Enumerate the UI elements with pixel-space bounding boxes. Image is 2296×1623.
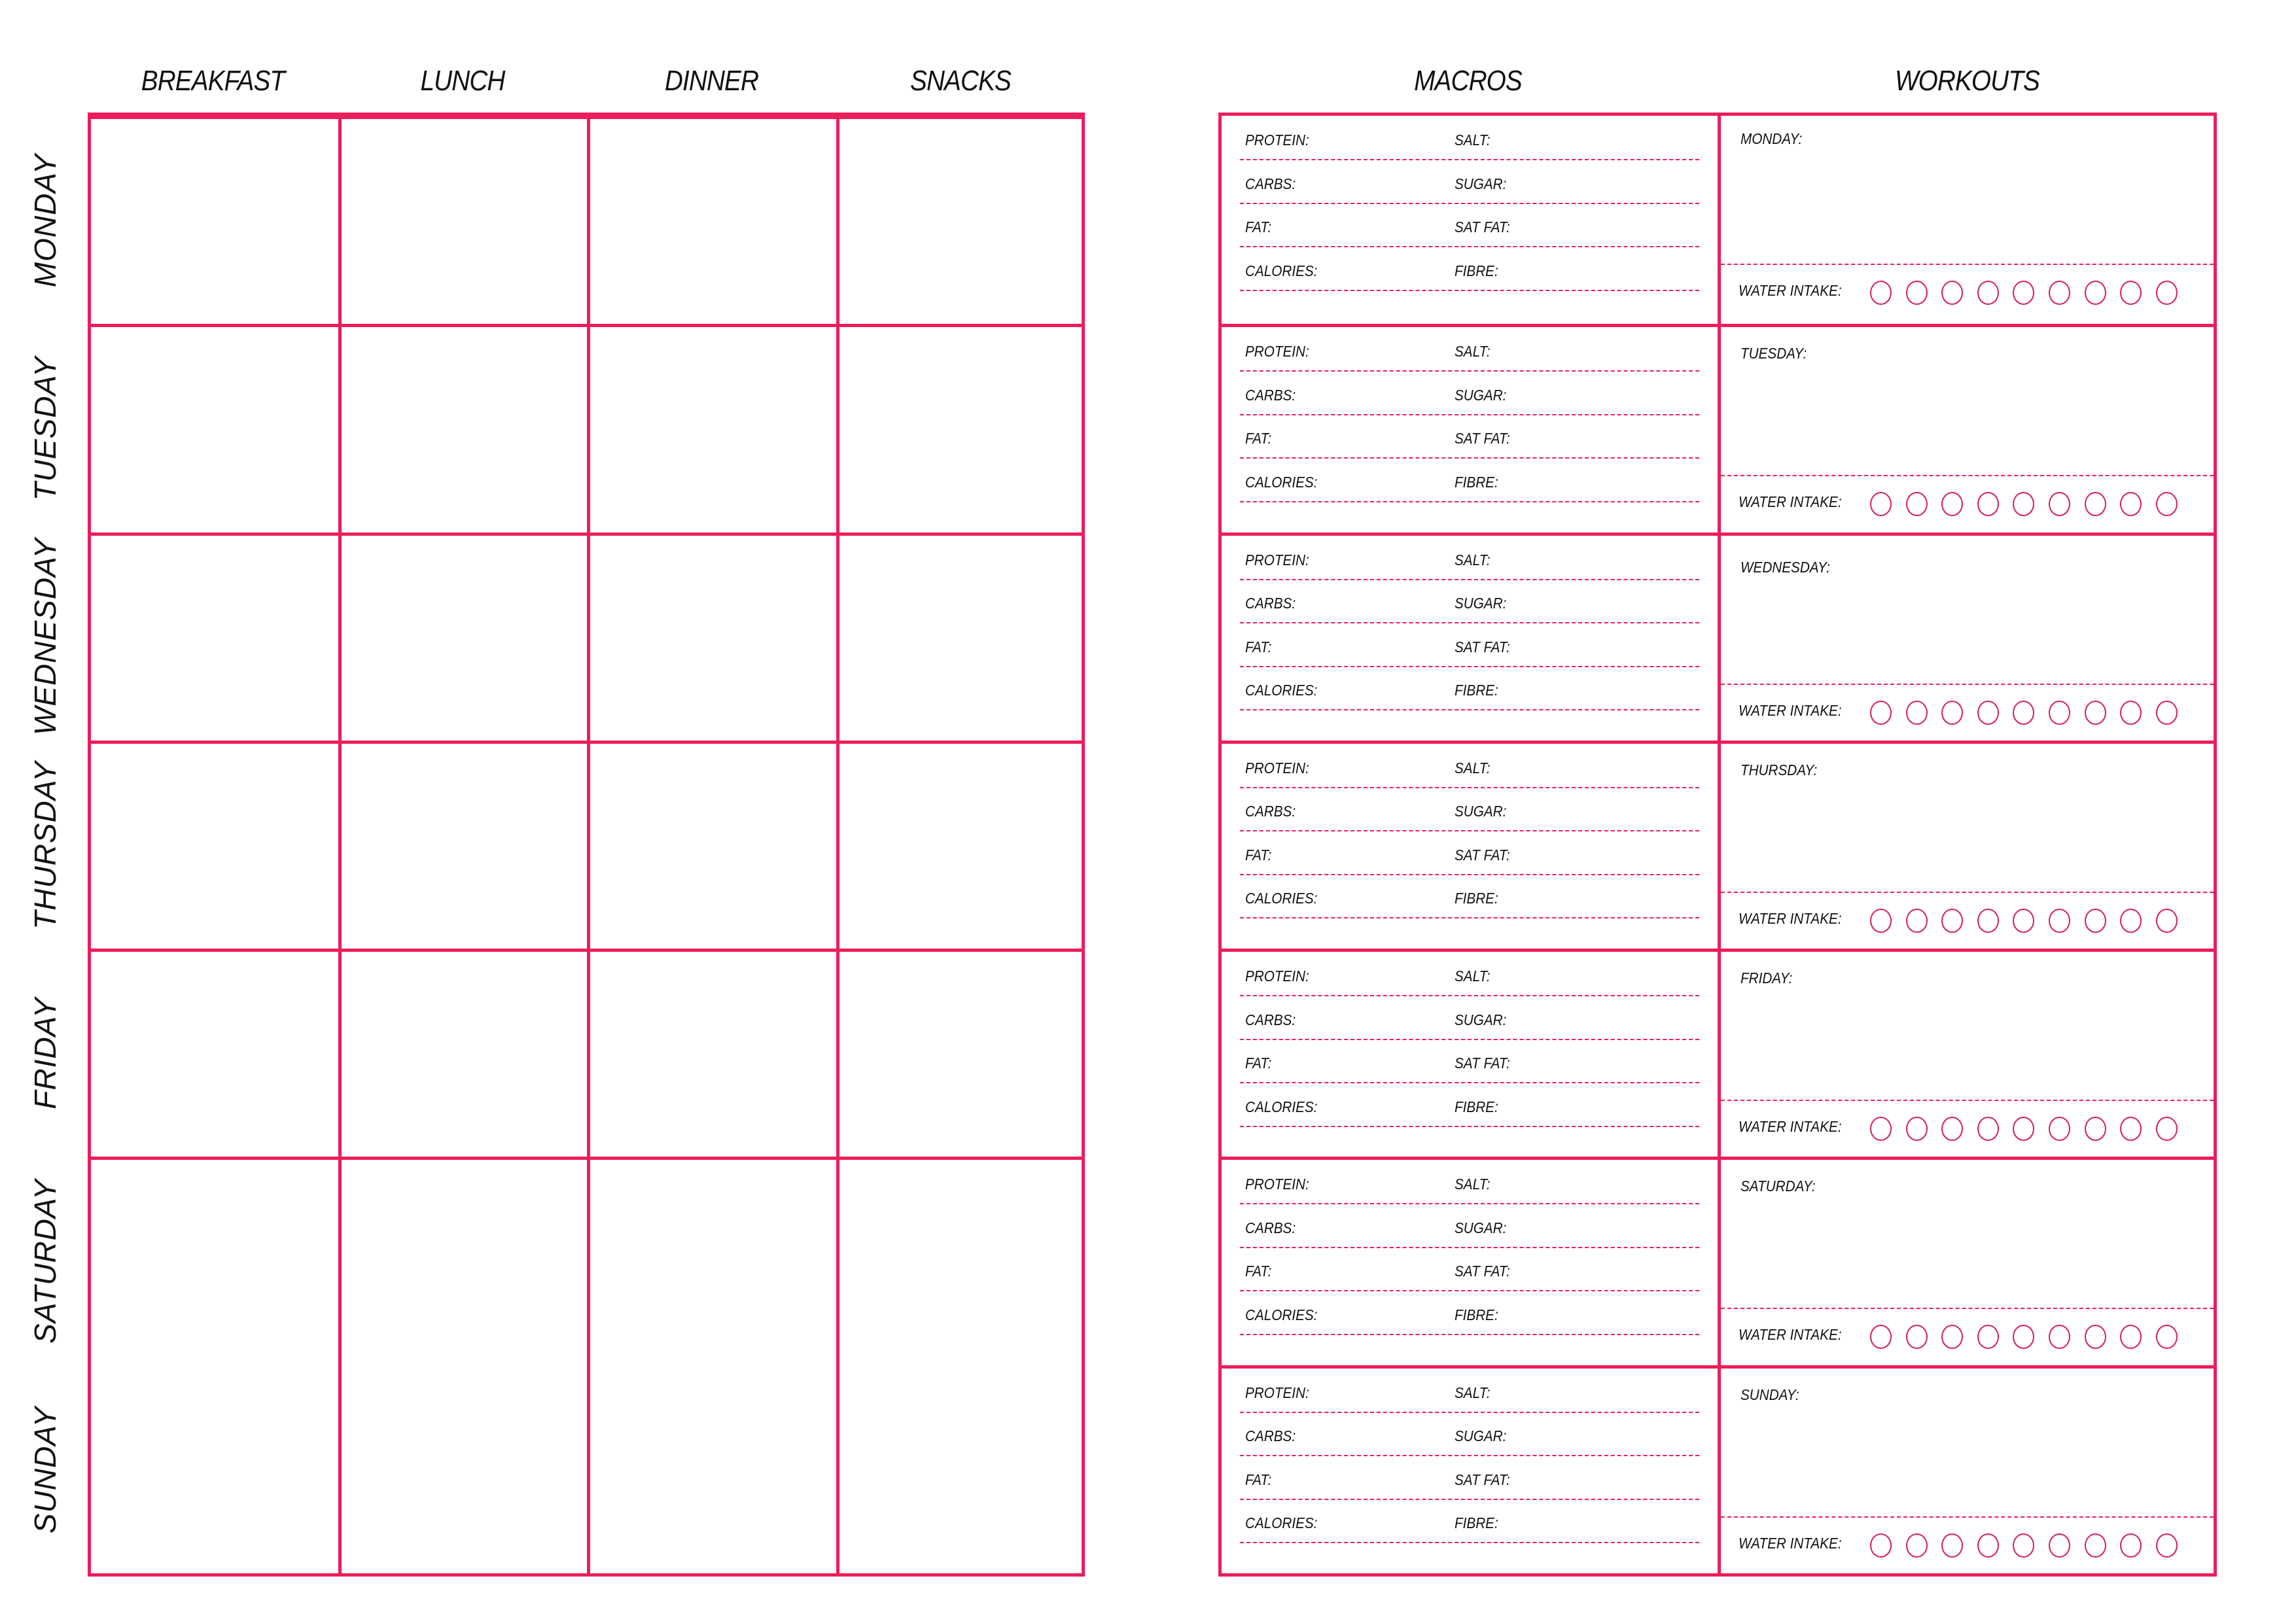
workout-day-label: WEDNESDAY:	[1740, 558, 1830, 576]
column-divider	[338, 116, 342, 1573]
macro-label-fat: FAT:	[1245, 218, 1272, 236]
water-glass-circle-icon[interactable]	[2049, 701, 2070, 725]
workout-divider-line	[1721, 684, 2214, 685]
meal-cell-saturday-breakfast[interactable]	[91, 1160, 335, 1366]
meal-cell-friday-snacks[interactable]	[839, 952, 1082, 1158]
meal-cell-tuesday-lunch[interactable]	[342, 327, 587, 533]
meal-cell-sunday-lunch[interactable]	[342, 1365, 587, 1575]
macros-workouts-panel	[1218, 113, 2217, 1577]
panel-row-friday	[1222, 949, 2214, 1157]
meal-row-monday	[91, 116, 1082, 325]
macro-entry-line[interactable]	[1240, 414, 1699, 415]
water-glass-circle-icon[interactable]	[2085, 1533, 2106, 1558]
column-divider	[836, 116, 839, 1573]
meal-row-thursday	[91, 741, 1082, 950]
water-glass-circle-icon[interactable]	[2120, 492, 2142, 516]
water-glass-circle-icon[interactable]	[1977, 1325, 1999, 1349]
macro-label-protein: PROTEIN:	[1245, 1176, 1309, 1193]
macro-entry-line[interactable]	[1240, 203, 1699, 204]
meal-cell-sunday-snacks[interactable]	[839, 1365, 1082, 1575]
workout-day-label: SATURDAY:	[1740, 1178, 1816, 1195]
macro-label-carbs: CARBS:	[1245, 175, 1296, 192]
workout-divider-line	[1721, 475, 2214, 476]
macro-label-carbs: CARBS:	[1245, 1219, 1296, 1236]
water-glass-circle-icon[interactable]	[2049, 281, 2070, 305]
water-glass-circle-icon[interactable]	[1906, 492, 1928, 516]
macro-label-salt: SALT:	[1455, 968, 1491, 985]
water-glass-circle-icon[interactable]	[2085, 701, 2106, 725]
macro-label-protein: PROTEIN:	[1245, 131, 1309, 148]
macro-label-calories: CALORIES:	[1245, 1514, 1318, 1532]
macro-entry-line[interactable]	[1240, 1039, 1699, 1040]
macro-label-carbs: CARBS:	[1245, 386, 1296, 404]
macro-label-salt: SALT:	[1455, 131, 1491, 148]
macro-label-protein: PROTEIN:	[1245, 551, 1309, 568]
workout-divider-line	[1721, 1100, 2214, 1101]
macro-label-carbs: CARBS:	[1245, 803, 1296, 820]
workout-divider-line	[1721, 264, 2214, 265]
water-intake-label: WATER INTAKE:	[1739, 493, 1842, 511]
day-label-sunday	[3, 1365, 88, 1575]
water-glass-circle-icon[interactable]	[1870, 1325, 1892, 1349]
workout-day-label: SUNDAY:	[1740, 1386, 1799, 1403]
water-glass-circle-icon[interactable]	[1906, 909, 1928, 933]
macro-label-sugar: SUGAR:	[1455, 1219, 1507, 1236]
day-label-wednesday	[3, 532, 88, 742]
water-glass-circle-icon[interactable]	[1906, 1117, 1928, 1141]
water-glass-circle-icon[interactable]	[2156, 492, 2178, 516]
macro-entry-line[interactable]	[1240, 622, 1699, 623]
meal-cell-saturday-lunch[interactable]	[342, 1160, 587, 1366]
macro-entry-line[interactable]	[1240, 1247, 1699, 1248]
day-label-text: TUESDAY	[28, 356, 62, 501]
macro-label-satfat: SAT FAT:	[1455, 1471, 1510, 1488]
macro-label-calories: CALORIES:	[1245, 890, 1318, 907]
macro-label-fibre: FIBRE:	[1455, 890, 1498, 907]
macro-label-fibre: FIBRE:	[1455, 473, 1498, 491]
water-glass-circle-icon[interactable]	[2085, 1325, 2106, 1349]
workout-divider-line	[1721, 1308, 2214, 1309]
macro-entry-line[interactable]	[1240, 1290, 1699, 1291]
water-glass-circle-icon[interactable]	[1870, 1117, 1892, 1141]
water-glass-circle-icon[interactable]	[1906, 1533, 1928, 1558]
day-label-text: MONDAY	[28, 153, 62, 288]
workout-notes-area[interactable]	[1721, 330, 2214, 475]
water-glass-circle-icon[interactable]	[2120, 701, 2142, 725]
workout-notes-area[interactable]	[1721, 747, 2214, 892]
workout-notes-area[interactable]	[1721, 955, 2214, 1100]
panel-row-saturday	[1222, 1157, 2214, 1365]
panel-row-sunday	[1222, 1365, 2214, 1573]
water-glass-circle-icon[interactable]	[1977, 281, 1999, 305]
macro-label-salt: SALT:	[1455, 759, 1491, 777]
water-glass-circle-icon[interactable]	[1906, 701, 1928, 725]
macro-label-carbs: CARBS:	[1245, 1427, 1296, 1445]
workout-day-label: THURSDAY:	[1740, 761, 1818, 778]
meal-cell-thursday-snacks[interactable]	[839, 744, 1082, 950]
water-glass-circle-icon[interactable]	[2120, 281, 2142, 305]
meal-cell-wednesday-snacks[interactable]	[839, 536, 1082, 742]
panel-row-monday	[1222, 116, 2214, 324]
macro-label-sugar: SUGAR:	[1455, 803, 1507, 820]
meal-grid	[88, 113, 1085, 1577]
macro-label-salt: SALT:	[1455, 1176, 1491, 1193]
macro-label-fat: FAT:	[1245, 1055, 1272, 1072]
meal-cell-tuesday-breakfast[interactable]	[91, 327, 335, 533]
water-glass-circle-icon[interactable]	[1941, 909, 1963, 933]
water-glass-circle-icon[interactable]	[2013, 909, 2034, 933]
macro-label-calories: CALORIES:	[1245, 1098, 1318, 1115]
workout-day-label: MONDAY:	[1740, 130, 1803, 147]
macro-label-sugar: SUGAR:	[1455, 1427, 1507, 1445]
meal-cell-thursday-dinner[interactable]	[590, 744, 836, 950]
water-glass-circle-icon[interactable]	[1906, 1325, 1928, 1349]
meal-row-friday	[91, 949, 1082, 1158]
water-glass-circle-icon[interactable]	[2085, 909, 2106, 933]
macro-label-fat: FAT:	[1245, 1263, 1272, 1280]
meal-row-wednesday	[91, 532, 1082, 742]
macro-label-satfat: SAT FAT:	[1455, 638, 1510, 655]
day-label-monday	[3, 116, 88, 325]
macro-entry-line[interactable]	[1240, 1334, 1699, 1335]
water-glass-circle-icon[interactable]	[2156, 1533, 2178, 1558]
macro-entry-line[interactable]	[1240, 1412, 1699, 1413]
macro-label-carbs: CARBS:	[1245, 595, 1296, 612]
water-glass-circle-icon[interactable]	[1977, 492, 1999, 516]
water-glass-circle-icon[interactable]	[2156, 909, 2178, 933]
macro-entry-line[interactable]	[1240, 917, 1699, 918]
macro-entry-line[interactable]	[1240, 666, 1699, 667]
workout-notes-area[interactable]	[1721, 116, 2214, 264]
water-glass-circle-icon[interactable]	[2049, 1117, 2070, 1141]
column-divider	[587, 116, 590, 1573]
meal-cell-wednesday-dinner[interactable]	[590, 536, 836, 742]
macro-label-fibre: FIBRE:	[1455, 682, 1498, 699]
water-glass-circle-icon[interactable]	[1977, 1117, 1999, 1141]
meal-cell-friday-dinner[interactable]	[590, 952, 836, 1158]
meal-cell-saturday-snacks[interactable]	[839, 1160, 1082, 1366]
day-label-text: SATURDAY	[28, 1179, 62, 1344]
macro-label-satfat: SAT FAT:	[1455, 218, 1510, 236]
macro-label-protein: PROTEIN:	[1245, 968, 1309, 985]
macro-label-salt: SALT:	[1455, 1384, 1491, 1401]
water-glass-circle-icon[interactable]	[1941, 1325, 1963, 1349]
water-glass-circle-icon[interactable]	[1977, 909, 1999, 933]
macro-entry-line[interactable]	[1240, 830, 1699, 831]
meal-row-tuesday	[91, 324, 1082, 533]
macro-label-salt: SALT:	[1455, 551, 1491, 568]
water-glass-circle-icon[interactable]	[2120, 1117, 2142, 1141]
meal-cell-thursday-lunch[interactable]	[342, 744, 587, 950]
macro-entry-line[interactable]	[1240, 995, 1699, 996]
meal-row-sunday	[91, 1365, 1082, 1575]
water-intake-label: WATER INTAKE:	[1739, 1326, 1842, 1344]
water-glass-circle-icon[interactable]	[2049, 492, 2070, 516]
water-glass-circle-icon[interactable]	[2156, 1325, 2178, 1349]
water-glass-circle-icon[interactable]	[2085, 492, 2106, 516]
workout-notes-area[interactable]	[1721, 1372, 2214, 1516]
macro-label-fibre: FIBRE:	[1455, 1098, 1498, 1115]
workout-notes-area[interactable]	[1721, 539, 2214, 684]
meal-cell-wednesday-breakfast[interactable]	[91, 536, 335, 742]
macro-label-sugar: SUGAR:	[1455, 386, 1507, 404]
day-label-tuesday	[3, 324, 88, 533]
workout-day-label: FRIDAY:	[1740, 969, 1793, 987]
macro-entry-line[interactable]	[1240, 874, 1699, 875]
day-label-friday	[3, 949, 88, 1158]
water-glass-circle-icon[interactable]	[1941, 281, 1963, 305]
header-breakfast: BREAKFAST	[141, 65, 285, 97]
macro-entry-line[interactable]	[1240, 709, 1699, 710]
macro-label-protein: PROTEIN:	[1245, 343, 1309, 360]
macro-entry-line[interactable]	[1240, 1203, 1699, 1204]
meal-cell-monday-dinner[interactable]	[590, 119, 836, 325]
workout-day-label: TUESDAY:	[1740, 345, 1807, 362]
day-label-text: WEDNESDAY	[28, 538, 62, 736]
water-intake-label: WATER INTAKE:	[1739, 1534, 1842, 1552]
workout-notes-area[interactable]	[1721, 1163, 2214, 1308]
water-glass-circle-icon[interactable]	[2013, 701, 2034, 725]
water-glass-circle-icon[interactable]	[2049, 1533, 2070, 1558]
water-glass-circle-icon[interactable]	[1870, 492, 1892, 516]
macro-label-fat: FAT:	[1245, 846, 1272, 864]
macro-label-fat: FAT:	[1245, 430, 1272, 447]
workout-divider-line	[1721, 1516, 2214, 1518]
water-intake-label: WATER INTAKE:	[1739, 1118, 1842, 1136]
macro-entry-line[interactable]	[1240, 159, 1699, 160]
meal-cell-friday-breakfast[interactable]	[91, 952, 335, 1158]
day-label-text: THURSDAY	[28, 760, 62, 930]
meal-cell-tuesday-dinner[interactable]	[590, 327, 836, 533]
water-glass-circle-icon[interactable]	[2085, 1117, 2106, 1141]
water-glass-circle-icon[interactable]	[2013, 492, 2034, 516]
macro-entry-line[interactable]	[1240, 579, 1699, 580]
water-glass-circle-icon[interactable]	[1870, 1533, 1892, 1558]
macro-label-calories: CALORIES:	[1245, 473, 1318, 491]
day-label-text: FRIDAY	[28, 997, 62, 1109]
macro-label-protein: PROTEIN:	[1245, 1384, 1309, 1401]
water-intake-label: WATER INTAKE:	[1739, 701, 1842, 719]
water-glass-circle-icon[interactable]	[2013, 1117, 2034, 1141]
water-glass-circle-icon[interactable]	[2156, 281, 2178, 305]
macro-label-sugar: SUGAR:	[1455, 595, 1507, 612]
water-glass-circle-icon[interactable]	[1977, 1533, 1999, 1558]
macro-label-fibre: FIBRE:	[1455, 1306, 1498, 1323]
panel-row-wednesday	[1222, 532, 2214, 741]
macro-entry-line[interactable]	[1240, 1126, 1699, 1127]
water-glass-circle-icon[interactable]	[2013, 1325, 2034, 1349]
header-workouts: WORKOUTS	[1895, 65, 2040, 97]
macro-label-satfat: SAT FAT:	[1455, 1263, 1510, 1280]
workout-divider-line	[1721, 892, 2214, 893]
water-glass-circle-icon[interactable]	[2049, 909, 2070, 933]
macro-entry-line[interactable]	[1240, 501, 1699, 502]
water-intake-label: WATER INTAKE:	[1739, 282, 1842, 299]
macro-entry-line[interactable]	[1240, 246, 1699, 247]
water-glass-circle-icon[interactable]	[1941, 1533, 1963, 1558]
header-lunch: LUNCH	[420, 65, 505, 97]
header-dinner: DINNER	[664, 65, 759, 97]
water-glass-circle-icon[interactable]	[1906, 281, 1928, 305]
meal-cell-wednesday-lunch[interactable]	[342, 536, 587, 742]
macro-label-satfat: SAT FAT:	[1455, 430, 1510, 447]
macro-label-sugar: SUGAR:	[1455, 175, 1507, 192]
header-macros: MACROS	[1414, 65, 1522, 97]
macro-label-calories: CALORIES:	[1245, 1306, 1318, 1323]
water-glass-circle-icon[interactable]	[2120, 1325, 2142, 1349]
meal-cell-tuesday-snacks[interactable]	[839, 327, 1082, 533]
macro-label-fat: FAT:	[1245, 1471, 1272, 1488]
water-glass-circle-icon[interactable]	[2120, 909, 2142, 933]
day-label-text: SUNDAY	[28, 1406, 62, 1533]
water-glass-circle-icon[interactable]	[1941, 701, 1963, 725]
meal-cell-saturday-dinner[interactable]	[590, 1160, 836, 1366]
water-glass-circle-icon[interactable]	[2156, 1117, 2178, 1141]
day-label-thursday	[3, 741, 88, 950]
water-glass-circle-icon[interactable]	[1870, 909, 1892, 933]
day-label-saturday	[3, 1157, 88, 1366]
water-glass-circle-icon[interactable]	[2013, 1533, 2034, 1558]
macro-entry-line[interactable]	[1240, 787, 1699, 788]
macro-label-satfat: SAT FAT:	[1455, 846, 1510, 864]
macro-entry-line[interactable]	[1240, 457, 1699, 459]
macro-label-fibre: FIBRE:	[1455, 262, 1498, 279]
panel-row-thursday	[1222, 741, 2214, 949]
water-intake-label: WATER INTAKE:	[1739, 909, 1842, 927]
macro-label-fat: FAT:	[1245, 638, 1272, 655]
macro-entry-line[interactable]	[1240, 1542, 1699, 1543]
meal-cell-sunday-breakfast[interactable]	[91, 1365, 335, 1575]
meal-cell-monday-lunch[interactable]	[342, 119, 587, 325]
water-glass-circle-icon[interactable]	[2013, 281, 2034, 305]
macro-entry-line[interactable]	[1240, 1455, 1699, 1456]
macro-label-satfat: SAT FAT:	[1455, 1055, 1510, 1072]
panel-row-tuesday	[1222, 324, 2214, 532]
macro-label-calories: CALORIES:	[1245, 682, 1318, 699]
water-glass-circle-icon[interactable]	[2156, 701, 2178, 725]
water-glass-circle-icon[interactable]	[1870, 281, 1892, 305]
water-glass-circle-icon[interactable]	[1870, 701, 1892, 725]
water-glass-circle-icon[interactable]	[1941, 1117, 1963, 1141]
water-glass-circle-icon[interactable]	[2120, 1533, 2142, 1558]
macro-label-protein: PROTEIN:	[1245, 759, 1309, 777]
meal-cell-monday-snacks[interactable]	[839, 119, 1082, 325]
water-glass-circle-icon[interactable]	[2085, 281, 2106, 305]
macro-entry-line[interactable]	[1240, 370, 1699, 372]
meal-cell-thursday-breakfast[interactable]	[91, 744, 335, 950]
macro-label-calories: CALORIES:	[1245, 262, 1318, 279]
macro-entry-line[interactable]	[1240, 1499, 1699, 1500]
macro-entry-line[interactable]	[1240, 1082, 1699, 1083]
meal-cell-monday-breakfast[interactable]	[91, 119, 335, 325]
meal-cell-sunday-dinner[interactable]	[590, 1365, 836, 1575]
water-glass-circle-icon[interactable]	[1941, 492, 1963, 516]
macro-label-carbs: CARBS:	[1245, 1011, 1296, 1028]
water-glass-circle-icon[interactable]	[2049, 1325, 2070, 1349]
water-glass-circle-icon[interactable]	[1977, 701, 1999, 725]
macro-label-sugar: SUGAR:	[1455, 1011, 1507, 1028]
header-snacks: SNACKS	[910, 65, 1011, 97]
meal-cell-friday-lunch[interactable]	[342, 952, 587, 1158]
macro-entry-line[interactable]	[1240, 290, 1699, 291]
macro-label-fibre: FIBRE:	[1455, 1514, 1498, 1532]
meal-row-saturday	[91, 1157, 1082, 1366]
macro-label-salt: SALT:	[1455, 343, 1491, 360]
